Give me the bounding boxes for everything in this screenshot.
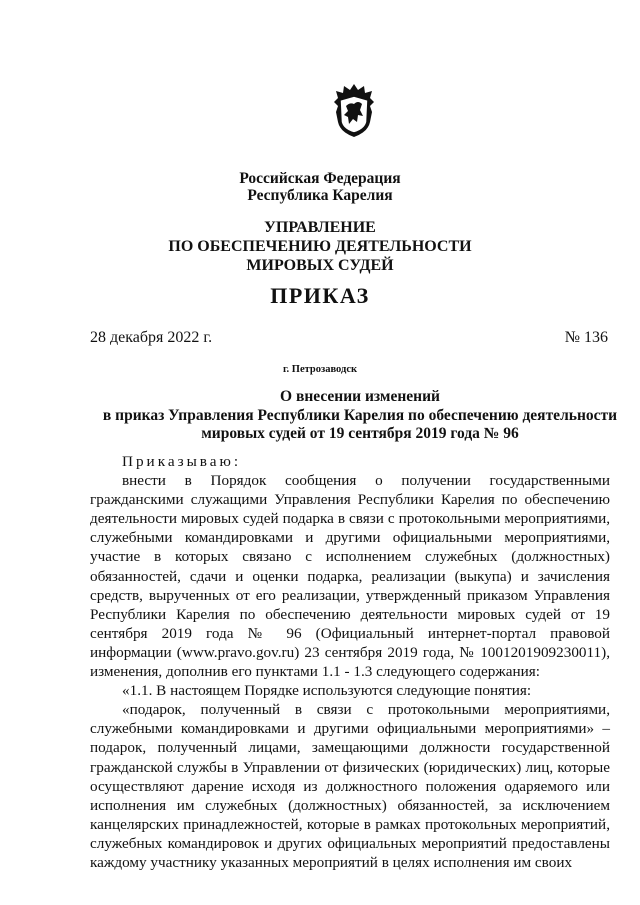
- document-title: [60, 388, 640, 444]
- document-date: 28 декабря 2022 г.: [90, 329, 213, 346]
- paragraph: «подарок, полученный в связи с протокольными мероприятиями, служебными командировками и другими официальными мероприятиями» – подарок, полученный лицами, замещающими должности государственной гражданской службы в Управлении от физических (юридических) лиц, которые осуществляют дарение исходя из должностного положения одаряемого или исполнения им служебных (должностных) обязанностей, за исключением канцелярских принадлежностей, которые в рамках протокольных мероприятий, служебных командировок и других официальных мероприятий предоставлены каждому участнику указанных мероприятий в целях исполнения им своих: [90, 701, 610, 871]
- document-number: № 136: [564, 329, 608, 346]
- paragraph: «1.1. В настоящем Порядке используются следующие понятия:: [122, 682, 532, 700]
- document-body: [90, 452, 610, 872]
- republic-name: Республика Карелия: [247, 187, 393, 204]
- title-line1: О внесении изменений: [280, 388, 440, 405]
- title-line2: в приказ Управления Республики Карелия по обеспечению деятельности: [102, 406, 618, 424]
- document-type: ПРИКАЗ: [270, 283, 370, 308]
- country-name: Российская Федерация: [239, 170, 401, 187]
- title-line3: мировых судей от 19 сентября 2019 года № 96: [201, 425, 519, 442]
- org-name-line3: МИРОВЫХ СУДЕЙ: [246, 257, 394, 274]
- order-word: Приказываю:: [122, 453, 242, 470]
- org-name-line1: УПРАВЛЕНИЕ: [264, 219, 376, 236]
- paragraph: внести в Порядок сообщения о получении государственными гражданскими служащими Управления Республики Карелия по обеспечению деятельности мировых судей подарка в связи с протокольными мероприятиями, служебными командировками и другими официальными мероприятиями, участие в которых связано с исполнением служебных (должностных) обязанностей, сдачи и оценки подарка, реализации (выкупа) и зачисления средств, вырученных от его реализации, утвержденный приказом Управления Республики Карелия по обеспечению деятельности мировых судей от 19 сентября 2019 года № 96 (Официальный интернет-портал правовой информации (www.pravo.gov.ru) 23 сентября 2019 года, № 1001201909230011), изменения, дополнив его пунктами 1.1 - 1.3 следующего содержания:: [90, 472, 610, 681]
- coat-of-arms-icon: [332, 82, 376, 138]
- city: г. Петрозаводск: [282, 364, 358, 375]
- org-name-line2: ПО ОБЕСПЕЧЕНИЮ ДЕЯТЕЛЬНОСТИ: [168, 238, 472, 255]
